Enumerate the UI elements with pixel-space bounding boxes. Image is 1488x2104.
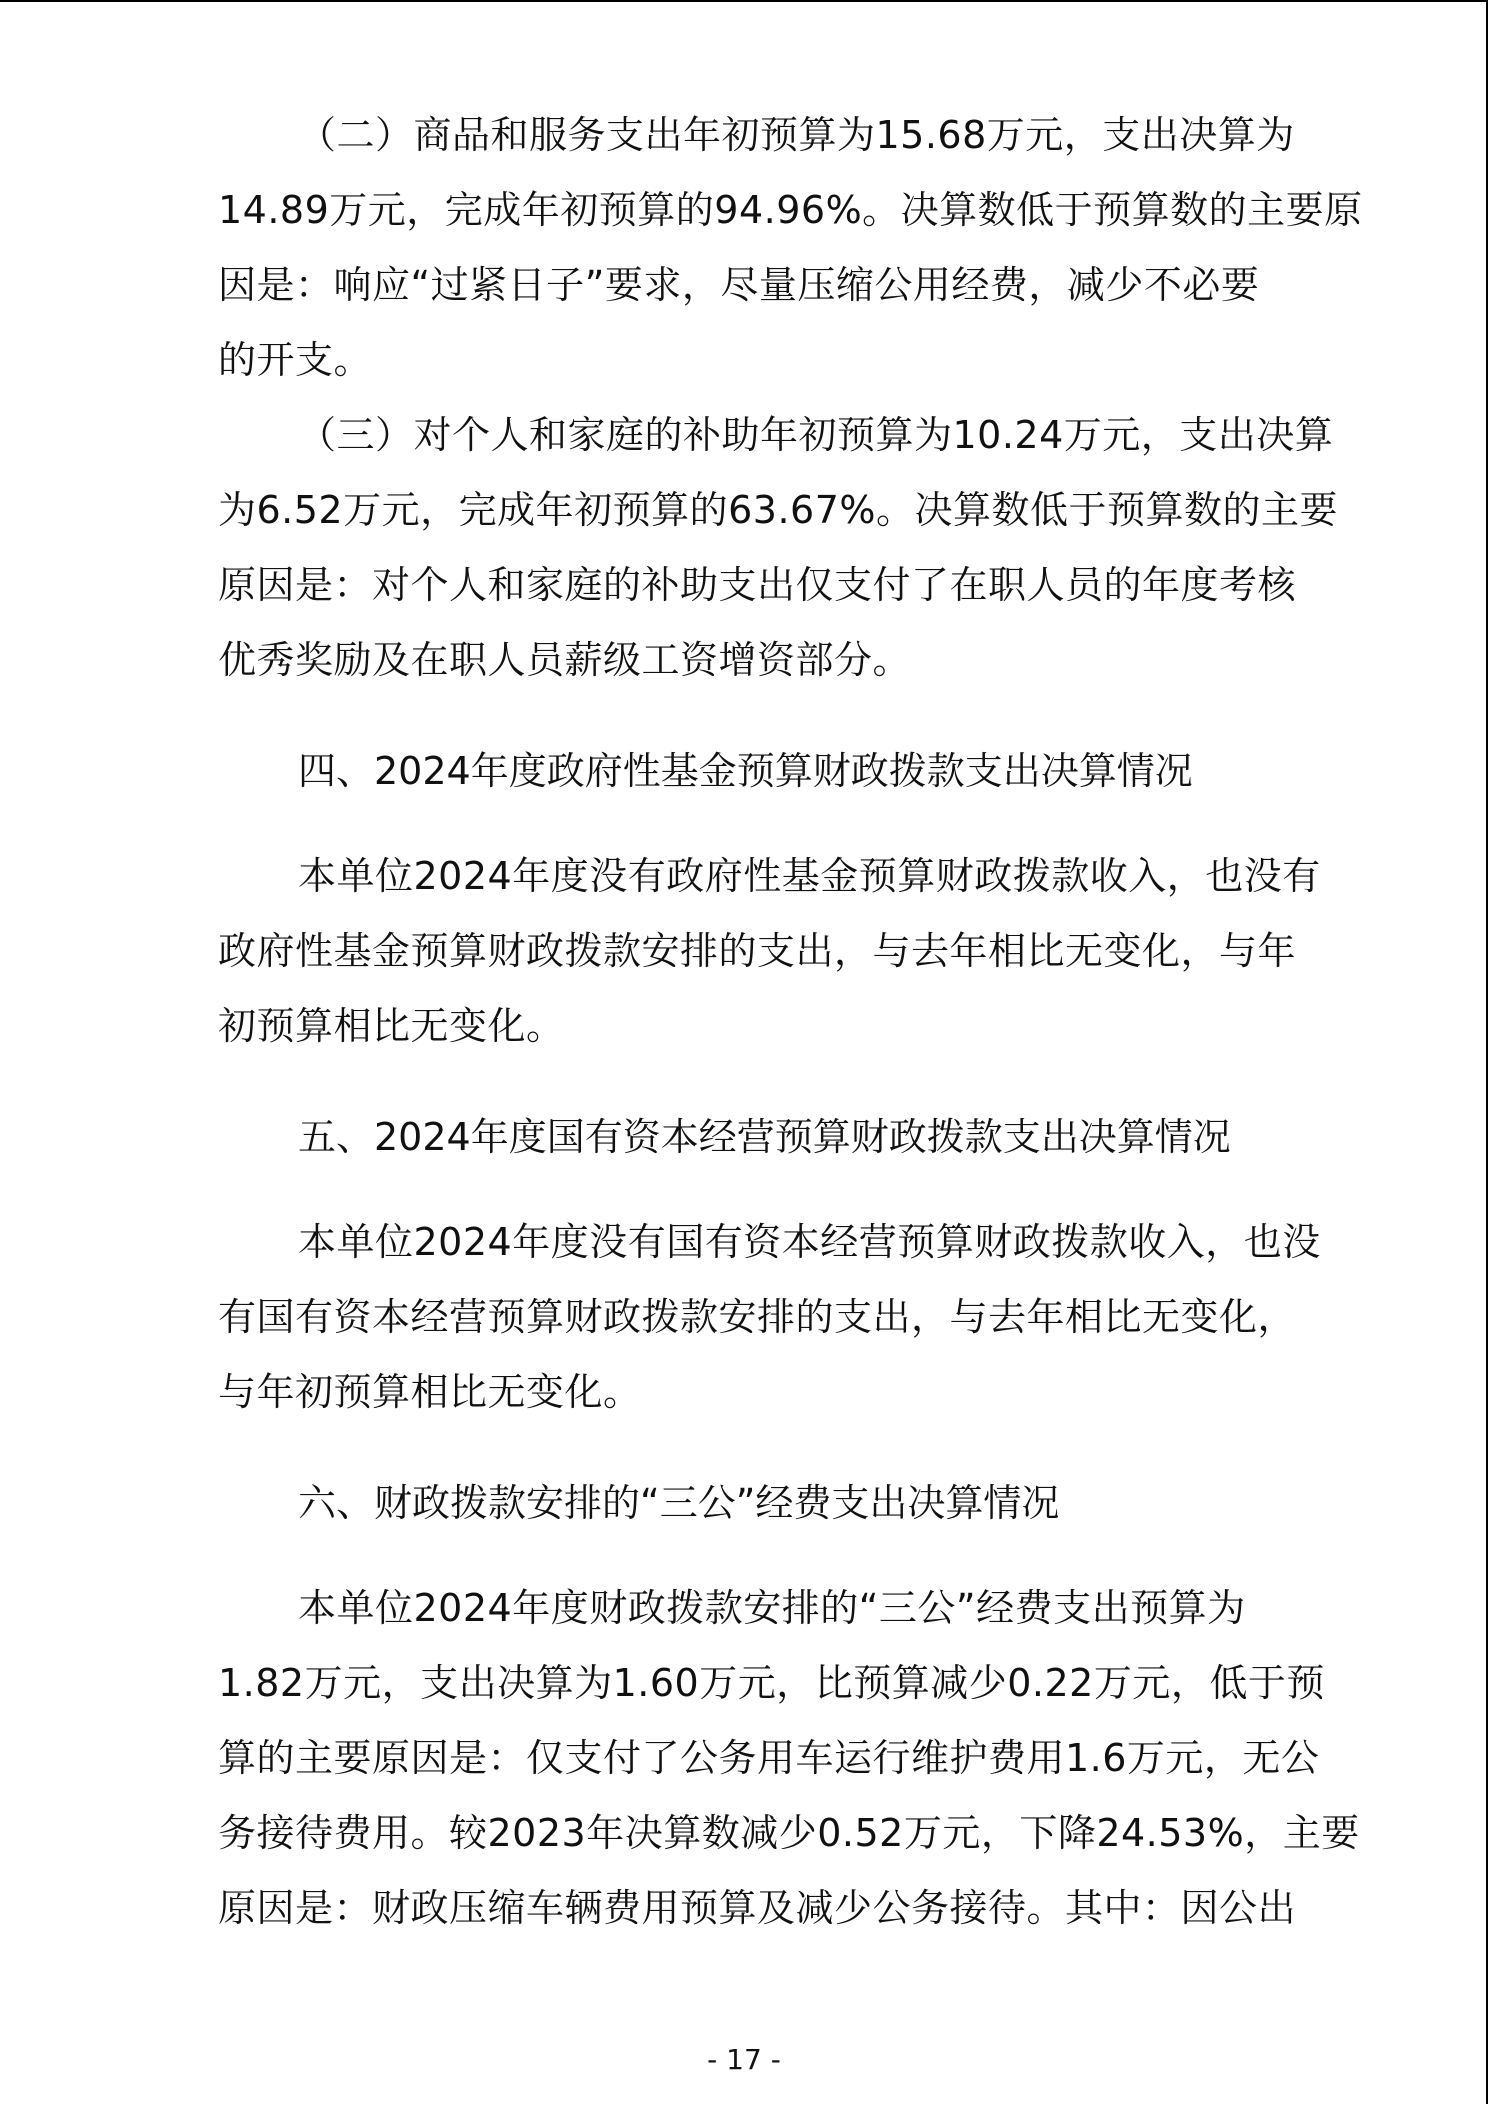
- paragraph-section-6: [218, 1571, 1360, 1946]
- paragraph-subsidy: [218, 398, 1339, 698]
- text-line: 政府性基金预算财政拨款安排的支出，与去年相比无变化，与年: [218, 929, 1297, 973]
- text-line: 为6.52万元，完成年初预算的63.67%。决算数低于预算数的主要: [218, 488, 1339, 532]
- paragraph-section-4: [218, 839, 1321, 1064]
- text-line: 的开支。: [218, 338, 373, 382]
- section-heading-4: 四、2024年度政府性基金预算财政拨款支出决算情况: [298, 749, 1193, 793]
- paragraph-section-5: [218, 1205, 1321, 1430]
- page-top-border: [0, 0, 1488, 2]
- text-line: 本单位2024年度没有国有资本经营预算财政拨款收入，也没: [298, 1220, 1321, 1264]
- text-line: 有国有资本经营预算财政拨款安排的支出，与去年相比无变化，: [218, 1295, 1297, 1339]
- text-line: 因是：响应“过紧日子”要求，尽量压缩公用经费，减少不必要: [218, 263, 1260, 307]
- text-line: 1.82万元，支出决算为1.60万元，比预算减少0.22万元，低于预: [218, 1661, 1325, 1705]
- text-line: 本单位2024年度没有政府性基金预算财政拨款收入，也没有: [298, 854, 1321, 898]
- text-line: 14.89万元，完成年初预算的94.96%。决算数低于预算数的主要原: [218, 188, 1363, 232]
- text-line: 算的主要原因是：仅支付了公务用车运行维护费用1.6万元，无公: [218, 1736, 1320, 1780]
- paragraph-goods-services: [218, 98, 1363, 398]
- section-heading-6: 六、财政拨款安排的“三公”经费支出决算情况: [298, 1481, 1060, 1525]
- document-body: [218, 98, 1363, 1946]
- section-heading-5: 五、2024年度国有资本经营预算财政拨款支出决算情况: [298, 1115, 1231, 1159]
- text-line: （三）对个人和家庭的补助年初预算为10.24万元，支出决算: [298, 413, 1334, 457]
- text-line: 务接待费用。较2023年决算数减少0.52万元，下降24.53%，主要: [218, 1811, 1360, 1855]
- text-line: （二）商品和服务支出年初预算为15.68万元，支出决算为: [298, 113, 1295, 157]
- text-line: 优秀奖励及在职人员薪级工资增资部分。: [218, 638, 912, 682]
- text-line: 初预算相比无变化。: [218, 1004, 565, 1048]
- text-line: 原因是：财政压缩车辆费用预算及减少公务接待。其中：因公出: [218, 1886, 1297, 1930]
- text-line: 与年初预算相比无变化。: [218, 1370, 642, 1414]
- page-number: - 17 -: [707, 2043, 781, 2076]
- text-line: 原因是：对个人和家庭的补助支出仅支付了在职人员的年度考核: [218, 563, 1297, 607]
- text-line: 本单位2024年度财政拨款安排的“三公”经费支出预算为: [298, 1586, 1246, 1630]
